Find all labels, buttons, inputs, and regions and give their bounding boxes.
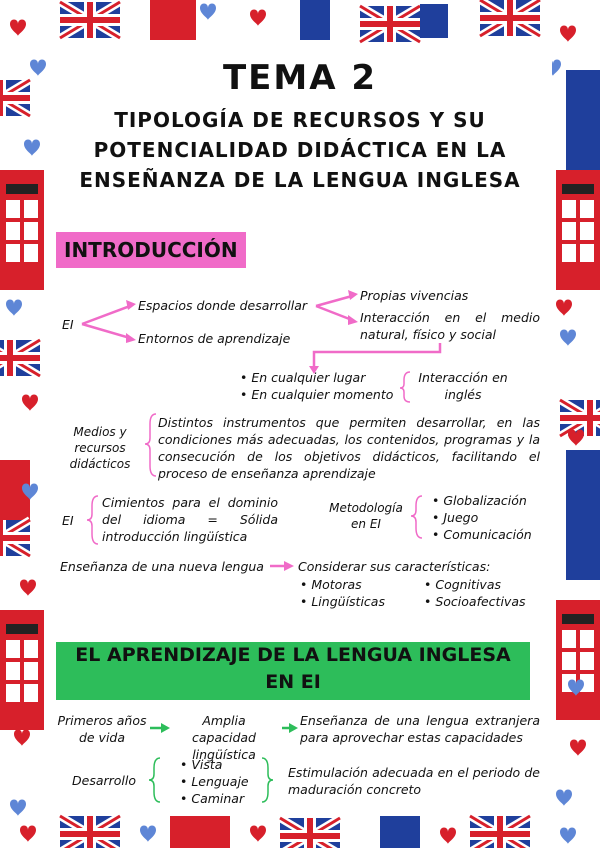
caracteristica-socioafectivas: • Socioafectivas <box>424 594 526 609</box>
sub-interaccion-medio: Interacción en el medio natural, físico y social <box>360 310 540 342</box>
metodologia-label: Metodología en EI <box>329 501 403 531</box>
primeros-anos: Primeros años de vida <box>57 713 147 745</box>
section-heading-aprendizaje <box>56 642 530 700</box>
section-heading-line-1: EL APRENDIZAJE DE LA LENGUA INGLESA <box>75 644 511 666</box>
medios-label: Medios y recursos didácticos <box>69 425 131 471</box>
ei-label: EI <box>62 317 74 332</box>
branch-entornos: Entornos de aprendizaje <box>138 331 291 346</box>
desarrollo-caminar: • Caminar <box>180 791 245 806</box>
desarrollo-vista: • Vista <box>180 757 223 772</box>
interaccion-ingles: Interacción en inglés <box>418 370 508 402</box>
medios-definition: Distintos instrumentos que permiten desarrollar, en las condiciones más adecuadas, los contenidos, programas y la consecución de los objetivos didácticos, facilitando el proceso de enseñanza aprendizaje <box>158 415 540 481</box>
desarrollo-label: Desarrollo <box>72 773 137 788</box>
caracteristica-linguisticas: • Lingüísticas <box>300 594 385 609</box>
subtitle-line-1: TIPOLOGÍA DE RECURSOS Y SU <box>114 108 486 132</box>
ensenanza-extranjera: Enseñanza de una lengua extranjera para aprovechar estas capacidades <box>300 713 540 745</box>
cimientos-text: Cimientos para el dominio del idioma = Sólida introducción lingüística <box>102 495 278 544</box>
sub-propias-vivencias: Propias vivencias <box>360 288 469 303</box>
page-title: TEMA 2 <box>222 58 378 98</box>
section-heading-line-2: EN EI <box>265 671 321 693</box>
section-heading-introduccion: INTRODUCCIÓN <box>56 232 246 268</box>
desarrollo-lenguaje: • Lenguaje <box>180 774 249 789</box>
amplia-capacidad: Amplia capacidad lingüística <box>191 713 256 762</box>
metodologia-item-1: • Globalización <box>432 493 527 508</box>
metodologia-item-2: • Juego <box>432 510 479 525</box>
nueva-lengua: Enseñanza de una nueva lengua <box>60 559 264 574</box>
considerar: Considerar sus características: <box>298 559 491 574</box>
subtitle-line-2: POTENCIALIDAD DIDÁCTICA EN LA <box>93 138 507 162</box>
metodologia-item-3: • Comunicación <box>432 527 532 542</box>
ei-label-2: EI <box>62 513 74 528</box>
estimulacion-text: Estimulación adecuada en el periodo de maduración concreto <box>288 765 540 797</box>
bullet-momento: • En cualquier momento <box>240 387 394 402</box>
subtitle-line-3: ENSEÑANZA DE LA LENGUA INGLESA <box>79 168 521 192</box>
branch-espacios: Espacios donde desarrollar <box>138 298 308 313</box>
caracteristica-cognitivas: • Cognitivas <box>424 577 501 592</box>
caracteristica-motoras: • Motoras <box>300 577 362 592</box>
bullet-lugar: • En cualquier lugar <box>240 370 366 385</box>
